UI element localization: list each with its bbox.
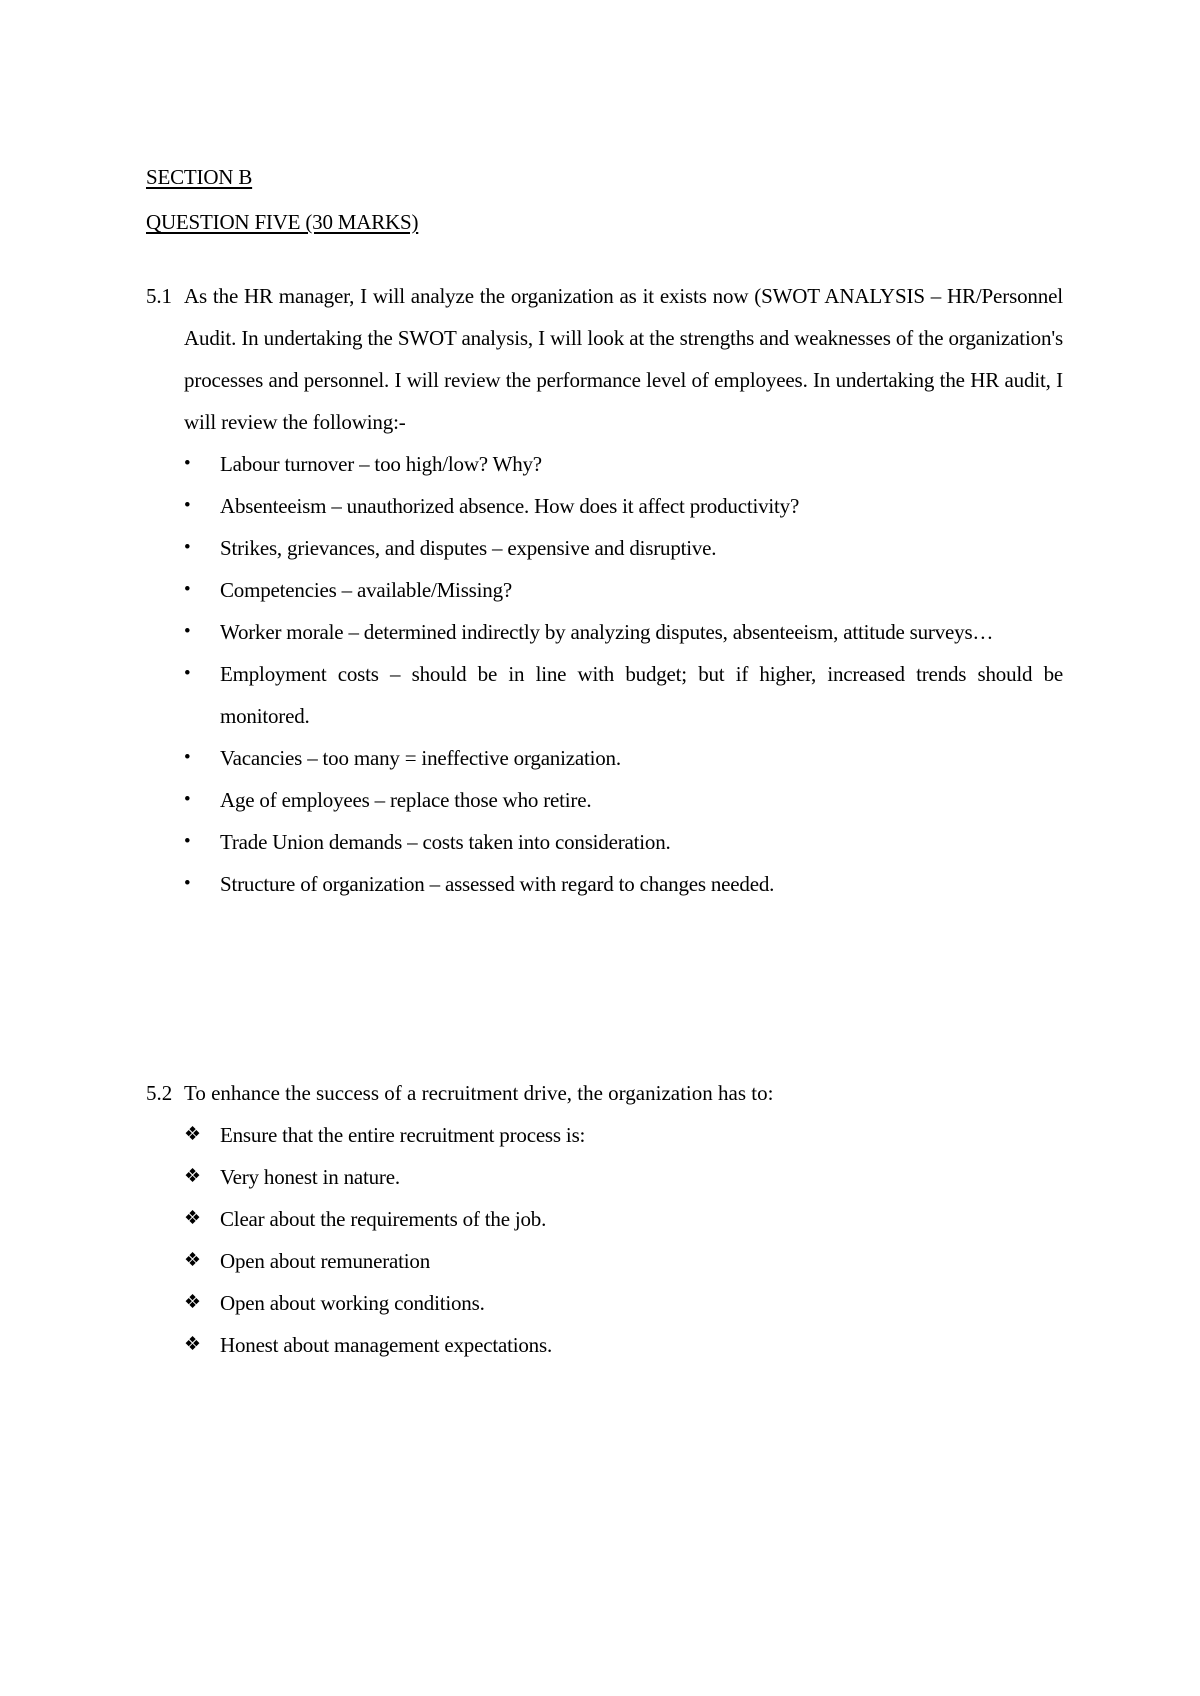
list-item: [146, 611, 1063, 653]
part-5-2-number: 5.2: [146, 1081, 173, 1105]
diamond-bullet-icon: ❖: [184, 1334, 201, 1355]
bullet-icon: •: [184, 579, 191, 600]
bullet-icon: •: [184, 747, 191, 768]
list-item-text: Vacancies – too many = ineffective organization.: [220, 746, 621, 770]
list-item-text: Strikes, grievances, and disputes – expensive and disruptive.: [220, 536, 717, 560]
question-title: QUESTION FIVE (30 MARKS): [146, 210, 419, 234]
list-item: [146, 1198, 1063, 1240]
bullet-icon: •: [184, 537, 191, 558]
list-item: [146, 653, 1063, 737]
part-5-1-text: As the HR manager, I will analyze the organization as it exists now (SWOT ANALYSIS – HR/Personnel Audit. In undertaking the SWOT analysis, I will look at the strengths and weaknesses of the organization's processes and personnel. I will review the performance level of employees. In undertaking the HR audit, I will review the following:-: [184, 284, 1063, 434]
list-item: [146, 485, 1063, 527]
list-item-text: Open about working conditions.: [220, 1291, 485, 1315]
list-item: [146, 1240, 1063, 1282]
list-item-text: Honest about management expectations.: [220, 1333, 552, 1357]
list-item-text: Structure of organization – assessed with regard to changes needed.: [220, 872, 775, 896]
list-item-text: Absenteeism – unauthorized absence. How does it affect productivity?: [220, 494, 800, 518]
list-item: [146, 779, 1063, 821]
list-item: [146, 1282, 1063, 1324]
list-item-text: Age of employees – replace those who retire.: [220, 788, 592, 812]
list-item-text: Very honest in nature.: [220, 1165, 400, 1189]
list-item: [146, 737, 1063, 779]
bullet-icon: •: [184, 873, 191, 894]
list-item-text: Trade Union demands – costs taken into consideration.: [220, 830, 671, 854]
bullet-icon: •: [184, 789, 191, 810]
section-title: SECTION B: [146, 165, 253, 189]
list-item-text: Ensure that the entire recruitment process is:: [220, 1123, 586, 1147]
part-5-2: [146, 1072, 1063, 1366]
bullet-icon: •: [184, 831, 191, 852]
list-item-text: Clear about the requirements of the job.: [220, 1207, 547, 1231]
part-5-1: [146, 275, 1063, 905]
part-5-2-intro: [146, 1072, 1063, 1114]
list-item: [146, 1114, 1063, 1156]
diamond-bullet-icon: ❖: [184, 1250, 201, 1271]
list-item: [146, 569, 1063, 611]
list-item: [146, 1156, 1063, 1198]
list-item-text: Competencies – available/Missing?: [220, 578, 512, 602]
diamond-bullet-icon: ❖: [184, 1292, 201, 1313]
part-5-2-bullet-list: [146, 1114, 1063, 1366]
part-5-1-number: 5.1: [146, 284, 172, 308]
bullet-icon: •: [184, 453, 191, 474]
part-5-1-intro: [146, 275, 1063, 443]
list-item: [146, 527, 1063, 569]
list-item-text: Employment costs – should be in line with budget; but if higher, increased trends should be monitored.: [220, 662, 1063, 728]
list-item: [146, 863, 1063, 905]
list-item: [146, 443, 1063, 485]
part-5-2-text: To enhance the success of a recruitment drive, the organization has to:: [184, 1081, 774, 1105]
diamond-bullet-icon: ❖: [184, 1166, 201, 1187]
list-item: [146, 1324, 1063, 1366]
part-5-1-bullet-list: [146, 443, 1063, 905]
diamond-bullet-icon: ❖: [184, 1208, 201, 1229]
list-item: [146, 821, 1063, 863]
list-item-text: Open about remuneration: [220, 1249, 430, 1273]
list-item-text: Labour turnover – too high/low? Why?: [220, 452, 542, 476]
bullet-icon: •: [184, 495, 191, 516]
bullet-icon: •: [184, 663, 191, 684]
diamond-bullet-icon: ❖: [184, 1124, 201, 1145]
bullet-icon: •: [184, 621, 191, 642]
list-item-text: Worker morale – determined indirectly by analyzing disputes, absenteeism, attitude surveys…: [220, 620, 994, 644]
